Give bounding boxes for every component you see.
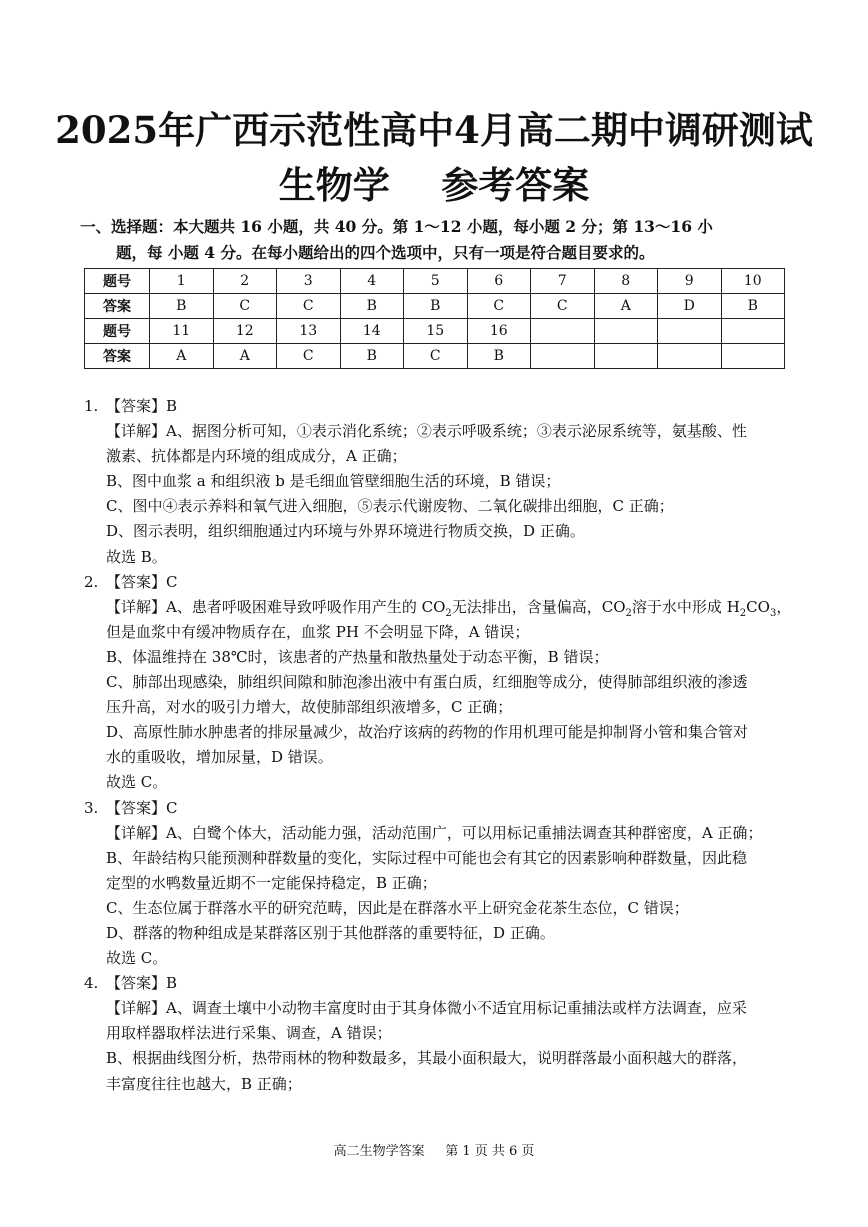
question-answer (84, 570, 794, 595)
table-row (85, 344, 785, 369)
subscript: 2 (445, 607, 452, 619)
table-cell: B (150, 294, 214, 319)
page-footer: 高二生物学答案 第 1 页 共 6 页 (333, 1144, 535, 1159)
table-header-cell: 答案 (85, 344, 150, 369)
table-cell: A (594, 294, 658, 319)
table-cell: 11 (150, 319, 214, 344)
table-cell: B (467, 344, 531, 369)
table-cell: A (150, 344, 214, 369)
explanation-line: 但是血浆中有缓冲物质存在，血浆 PH 不会明显下降，A 错误； (106, 622, 530, 641)
explanation-line: 定型的水鸭数量近期不一定能保持稳定，B 正确； (106, 873, 437, 892)
explanation-line: B、体温维持在 38℃时，该患者的产热量和散热量处于动态平衡，B 错误； (106, 647, 609, 666)
explanation-line: C、肺部出现感染，肺组织间隙和肺泡渗出液中有蛋白质，红细胞等成分，使得肺部组织液的渗透 (106, 673, 748, 692)
table-cell: C (467, 294, 531, 319)
table-cell: C (404, 344, 468, 369)
table-cell: B (721, 294, 785, 319)
table-cell: 14 (340, 319, 404, 344)
table-cell: 10 (721, 269, 785, 294)
text-span: CO (746, 597, 770, 616)
section-heading (80, 214, 800, 266)
explanation-line (84, 595, 794, 620)
table-cell: 5 (404, 269, 468, 294)
table-cell: C (277, 344, 341, 369)
table-cell: 2 (213, 269, 277, 294)
explanation-line: 压升高，对水的吸引力增大，故使肺部组织液增多，C 正确； (106, 698, 513, 717)
question-number: 3. (84, 798, 99, 817)
question-number: 2. (84, 572, 99, 591)
explanation-line: C、图中④表示养料和氧气进入细胞，⑤表示代谢废物、二氧化碳排出细胞，C 正确； (106, 497, 674, 516)
answer-label: 【答案】C (106, 798, 178, 817)
explanation-line: 水的重吸收，增加尿量，D 错误。 (106, 748, 333, 767)
text-span: 【详解】A、患者呼吸困难导致呼吸作用产生的 CO (106, 597, 446, 616)
answer-label: 【答案】B (106, 974, 178, 993)
explanation-line: 【详解】A、白鹭个体大，活动能力强，活动范围广，可以用标记重捕法调查其种群密度，A 正确； (106, 823, 763, 842)
explanation-line: B、年龄结构只能预测种群数量的变化，实际过程中可能也会有其它的因素影响种群数量，因此稳 (106, 848, 748, 867)
explanation-line: D、图示表明，组织细胞通过内环境与外界环境进行物质交换，D 正确。 (106, 522, 585, 541)
explanation-line: C、生态位属于群落水平的研究范畴，因此是在群落水平上研究金花茶生态位，C 错误； (106, 898, 689, 917)
table-cell: 1 (150, 269, 214, 294)
table-cell (721, 344, 785, 369)
table-cell: C (213, 294, 277, 319)
explanation-line: D、群落的物种组成是某群落区别于其他群落的重要特征，D 正确。 (106, 923, 555, 942)
table-cell: 16 (467, 319, 531, 344)
table-cell (594, 319, 658, 344)
table-cell (658, 319, 722, 344)
text-span: ， (776, 597, 792, 616)
table-row (85, 269, 785, 294)
text-span: 溶于水中形成 H (631, 597, 740, 616)
table-cell: 12 (213, 319, 277, 344)
answer-explanations (84, 394, 794, 1097)
table-cell: 8 (594, 269, 658, 294)
answer-label: 【答案】B (106, 397, 178, 415)
table-cell (531, 319, 595, 344)
table-cell: B (340, 344, 404, 369)
table-cell: 6 (467, 269, 531, 294)
explanation-line: B、根据曲线图分析，热带雨林的物种数最多，其最小面积最大，说明群落最小面积越大的群落， (106, 1049, 748, 1068)
table-cell (658, 344, 722, 369)
answer-table (84, 268, 785, 369)
table-cell: D (658, 294, 722, 319)
explanation-line: 用取样器取样法进行采集、调查，A 错误； (106, 1024, 392, 1043)
section-heading-line: 一、选择题：本大题共 16 小题，共 40 分。第 1～12 小题，每小题 2 分；第 13～16 小 (80, 217, 713, 236)
text-span: 无法排出，含量偏高，CO (451, 597, 626, 616)
table-cell: 7 (531, 269, 595, 294)
table-cell (531, 344, 595, 369)
table-cell: C (277, 294, 341, 319)
table-cell: B (404, 294, 468, 319)
document-title: 2025年广西示范性高中4月高二期中调研测试 (55, 108, 813, 152)
table-cell: 15 (404, 319, 468, 344)
table-row (85, 319, 785, 344)
table-row (85, 294, 785, 319)
subscript: 2 (739, 607, 747, 619)
explanation-line: 丰富度往往也越大，B 正确； (106, 1074, 302, 1093)
table-cell: 4 (340, 269, 404, 294)
explanation-line: D、高原性肺水肿患者的排尿量减少，故治疗该病的药物的作用机理可能是抑制肾小管和集合管对 (106, 723, 749, 742)
explanation-line: 激素、抗体都是内环境的组成成分，A 正确； (106, 447, 407, 466)
table-cell: 3 (277, 269, 341, 294)
question-number: 1. (84, 397, 99, 415)
subscript: 2 (625, 607, 632, 619)
table-cell: B (340, 294, 404, 319)
question-number: 4. (84, 974, 99, 993)
table-header-cell: 题号 (85, 319, 150, 344)
explanation-line: 【详解】A、据图分析可知，①表示消化系统；②表示呼吸系统；③表示泌尿系统等，氨基酸、性 (106, 422, 747, 441)
explanation-line: 故选 B。 (106, 547, 167, 566)
table-cell: A (213, 344, 277, 369)
explanation-line: 故选 C。 (106, 949, 168, 968)
explanation-line: 故选 C。 (106, 773, 168, 792)
answer-label: 【答案】C (106, 572, 178, 591)
question-answer (84, 971, 794, 996)
document-subtitle: 生物学 参考答案 (278, 163, 590, 207)
question-answer (84, 394, 794, 419)
table-cell: C (531, 294, 595, 319)
explanation-line: 【详解】A、调查土壤中小动物丰富度时由于其身体微小不适宜用标记重捕法或样方法调查，应采 (106, 999, 747, 1018)
section-heading-line: 题，每 小题 4 分。在每小题给出的四个选项中，只有一项是符合题目要求的。 (116, 243, 655, 262)
table-cell (594, 344, 658, 369)
table-header-cell: 题号 (85, 269, 150, 294)
table-header-cell: 答案 (85, 294, 150, 319)
question-answer (84, 796, 794, 821)
explanation-line: B、图中血浆 a 和组织液 b 是毛细血管壁细胞生活的环境，B 错误； (106, 472, 561, 491)
table-cell (721, 319, 785, 344)
table-cell: 13 (277, 319, 341, 344)
table-cell: 9 (658, 269, 722, 294)
subscript: 3 (769, 607, 777, 619)
